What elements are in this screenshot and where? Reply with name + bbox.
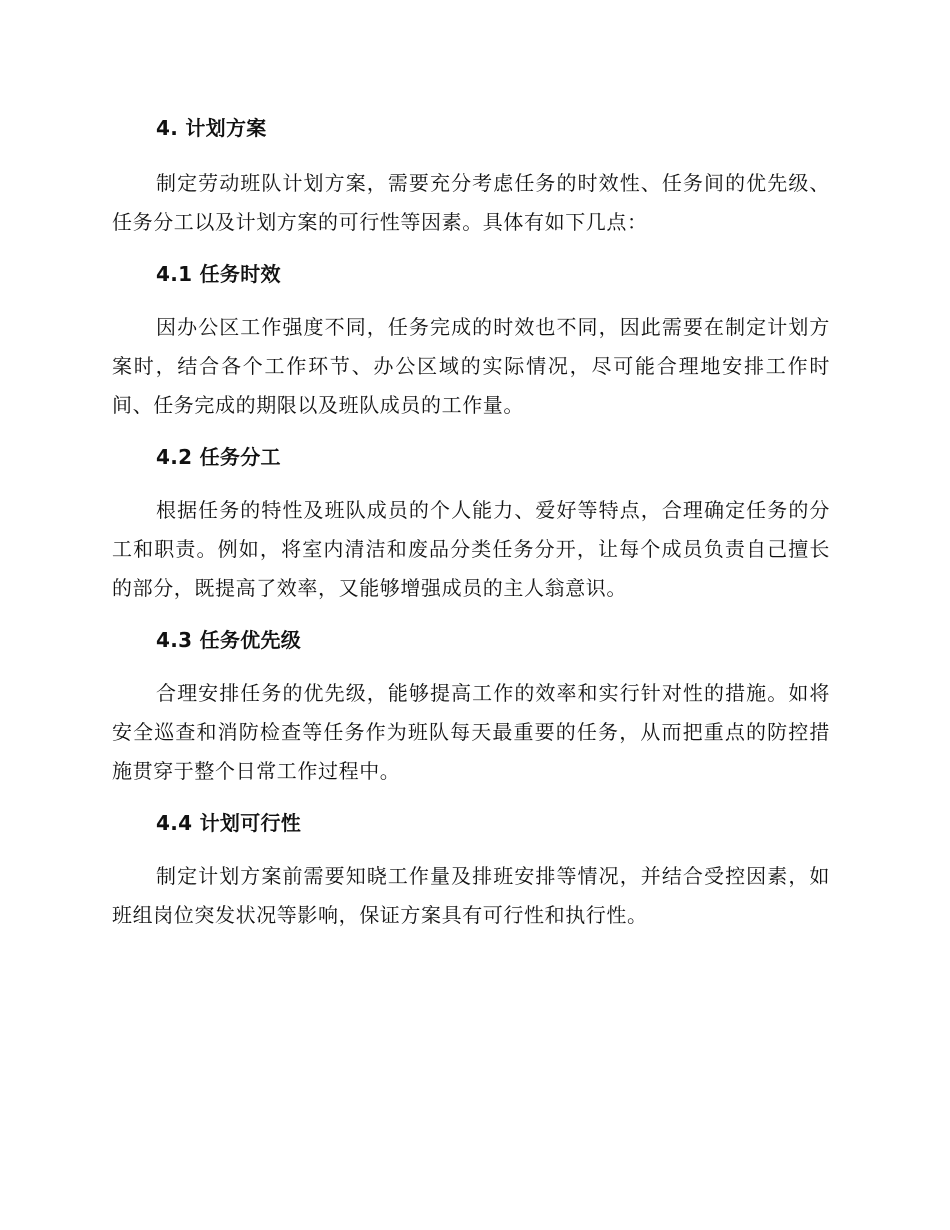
subsection-paragraph-4-3: 合理安排任务的优先级，能够提高工作的效率和实行针对性的措施。如将安全巡查和消防检查等任务作为班队每天最重要的任务，从而把重点的防控措施贯穿于整个日常工作过程中。 [112,681,830,783]
subsection-paragraph-4-1: 因办公区工作强度不同，任务完成的时效也不同，因此需要在制定计划方案时，结合各个工作环节、办公区域的实际情况，尽可能合理地安排工作时间、任务完成的期限以及班队成员的工作量。 [112,315,830,417]
subsection-paragraph-4-4: 制定计划方案前需要知晓工作量及排班安排等情况，并结合受控因素，如班组岗位突发状况等影响，保证方案具有可行性和执行性。 [112,864,830,927]
subsection-heading-4-1: 4.1 任务时效 [156,262,281,286]
subsection-heading-4-2: 4.2 任务分工 [156,445,281,469]
subsection-heading-4-4: 4.4 计划可行性 [156,811,302,835]
section-heading: 4. 计划方案 [156,116,267,140]
subsection-heading-4-3: 4.3 任务优先级 [156,628,302,652]
document-body [112,108,830,935]
subsection-paragraph-4-2: 根据任务的特性及班队成员的个人能力、爱好等特点，合理确定任务的分工和职责。例如，将室内清洁和废品分类任务分开，让每个成员负责自己擅长的部分，既提高了效率，又能够增强成员的主人翁意识。 [112,498,830,600]
intro-paragraph: 制定劳动班队计划方案，需要充分考虑任务的时效性、任务间的优先级、任务分工以及计划方案的可行性等因素。具体有如下几点： [112,171,830,234]
